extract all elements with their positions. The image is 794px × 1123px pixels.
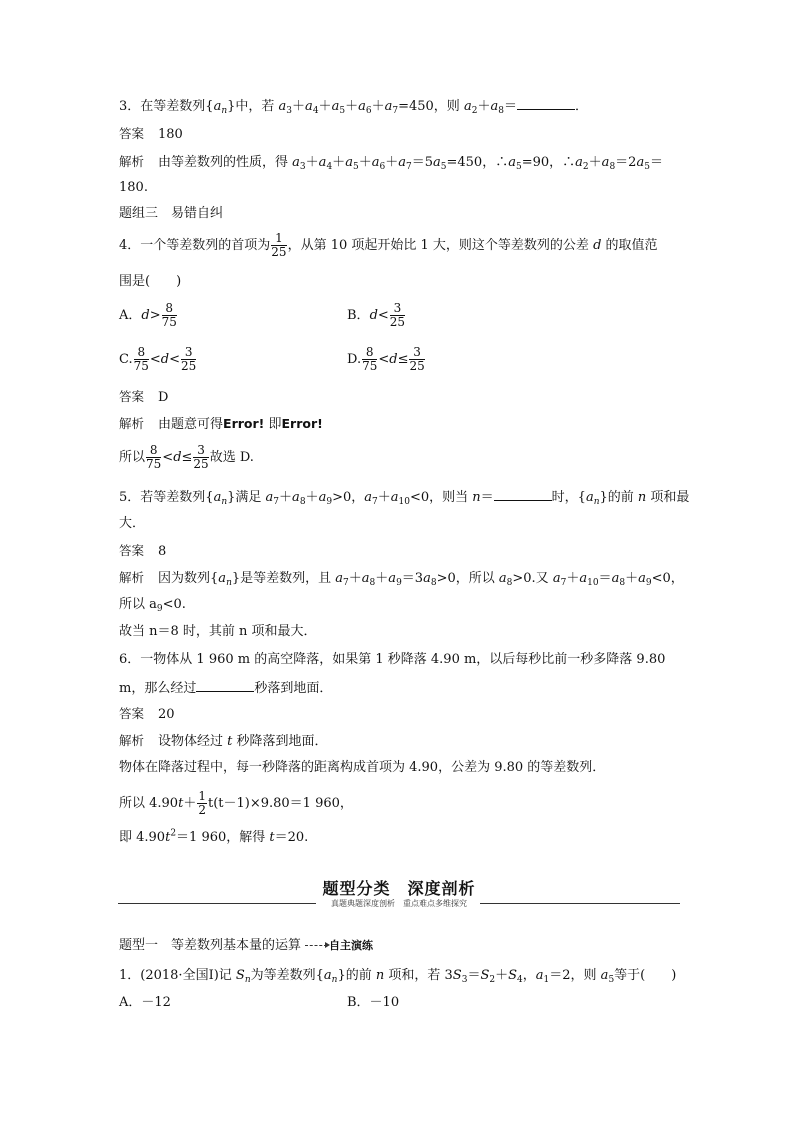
q6-answer: 答案 20 [119, 706, 175, 722]
q6-analysis: 解析 设物体经过 t 秒降落到地面． [119, 733, 328, 749]
q5-stem-line2: 大． [119, 516, 146, 531]
topic1-title: 题型一 等差数列基本量的运算 自主演练 [119, 938, 374, 953]
q5-analysis-line3: 故当 n＝8 时，其前 n 项和最大． [119, 624, 317, 639]
q4-stem: 4．一个等差数列的首项为 $\frac{1}{25}$ ，从第 10 项起开始比 1 大，则这个等差数列的公差 d 的取值范 [119, 231, 658, 259]
fraction: $\frac{1}{25}$ [271, 231, 287, 259]
q6-stem: 6．一物体从 1 960 m 的高空降落，如果第 1 秒降落 4.90 m，以后每秒比前一秒多降落 9.80 [119, 652, 666, 667]
q5-stem: 5．若等差数列$\{a_n\}$满足 $a_7+a_8+a_9>0$，$a_7+a_{10}<0$，则当 n＝ 时，$\{a_n\}$的前 n 项和最 [119, 490, 690, 507]
q4-option-a[interactable]: A．d> $\frac{8}{75}$ [119, 301, 177, 329]
group3-title: 题组三 易错自纠 [119, 206, 224, 221]
q4-option-b[interactable]: B．d< $\frac{3}{25}$ [347, 301, 406, 329]
q3-stem: 3．在等差数列$\{a_n\}$中，若 $a_3+a_4+a_5+a_6+a_7=450$，则 $a_2+a_8=$ ． [119, 99, 588, 116]
q5-answer: 答案 8 [119, 543, 167, 559]
q5-analysis-line2: 所以 $a_9<0$. [119, 597, 186, 614]
p1-stem: 1．(2018·全国Ⅰ)记 $S_n$为等差数列$\{a_n\}$的前 n 项和，若 $3S_3=S_2+S_4$，$a_1=2$，则 $a_5$等于( ) [119, 968, 677, 985]
answer-blank [517, 97, 575, 110]
q4-stem-line2: 围是( ) [119, 274, 182, 289]
q6-analysis-line3: 所以 4.90t＋ $\frac{1}{2}$ t(t－1)×9.80＝1 960， [119, 789, 353, 817]
q3-answer: 答案 180 [119, 126, 183, 142]
p1-option-b[interactable]: B．－10 [347, 995, 400, 1010]
q4-answer: 答案 D [119, 389, 169, 405]
divider [480, 903, 680, 904]
q4-conclusion: 所以 $\frac{8}{75}$ <d≤ $\frac{3}{25}$ 故选 D. [119, 443, 254, 471]
p1-option-a[interactable]: A．－12 [119, 995, 171, 1010]
q6-stem-line2: m，那么经过 秒落到地面． [119, 681, 333, 696]
q5-analysis: 解析 因为数列$\{a_n\}$是等差数列，且 $a_7+a_8+a_9=3a_8>0$，所以 $a_8>0$.又 $a_7+a_{10}=a_8+a_9<0$， [119, 570, 684, 588]
q4-option-d[interactable]: D. $\frac{8}{75}$ <d≤ $\frac{3}{25}$ [347, 345, 425, 373]
answer-blank [196, 679, 254, 692]
answer-blank [494, 488, 552, 501]
section-header [118, 876, 680, 910]
q3-analysis-cont: 180. [119, 180, 148, 195]
q3-analysis: 解析 由等差数列的性质，得 $a_3+a_4+a_5+a_6+a_7=5a_5=450$，$\therefore a_5=90$，$\therefore a_2+a_8=2a_5=$ [119, 154, 663, 172]
section-title: 题型分类 深度剖析 [322, 879, 476, 898]
q4-option-c[interactable]: C. $\frac{8}{75}$ <d< $\frac{3}{25}$ [119, 345, 197, 373]
q6-analysis-line2: 物体在降落过程中，每一秒降落的距离构成首项为 4.90，公差为 9.80 的等差数列． [119, 760, 606, 775]
section-subtitle: 真题典题深度剖析 重点难点多维探究 [331, 899, 467, 908]
arrow-icon [305, 945, 327, 946]
q6-analysis-line4: 即 $4.90t^2=1$ 960，解得 t＝20. [119, 828, 309, 845]
q4-analysis: 解析 由题意可得Error! 即Error! [119, 416, 323, 432]
